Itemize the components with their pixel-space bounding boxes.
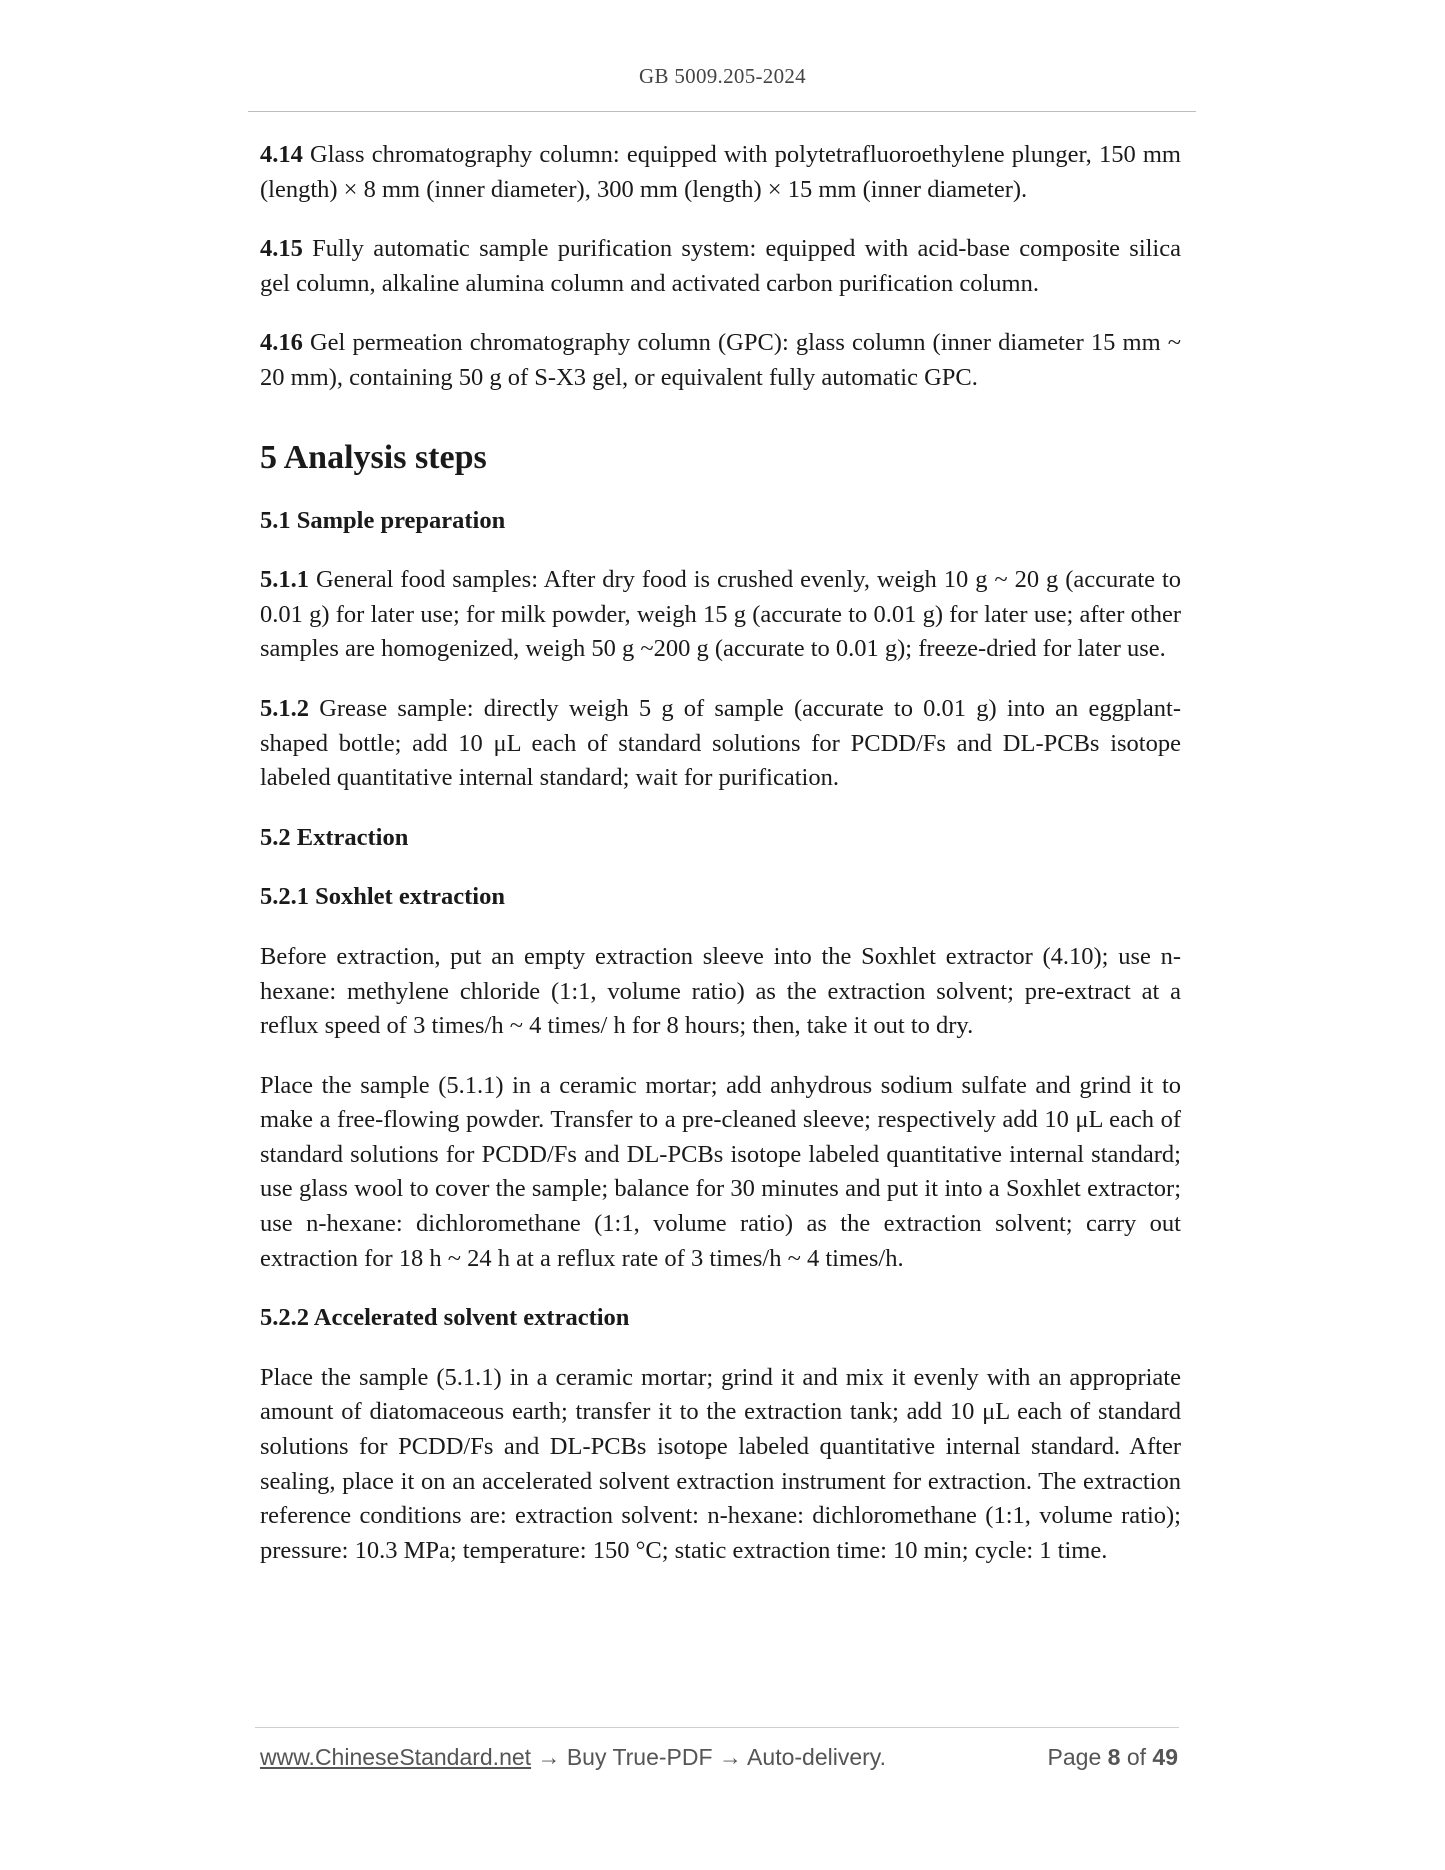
clause-number: 4.14 xyxy=(260,141,303,168)
clause-4-14 xyxy=(260,138,1181,207)
page-total: 49 xyxy=(1152,1744,1178,1770)
section-5-1-heading: 5.1 Sample preparation xyxy=(260,506,506,534)
clause-number: 5.1.2 xyxy=(260,694,309,722)
section-5-heading: 5 Analysis steps xyxy=(260,438,487,476)
clause-5-1-1 xyxy=(260,563,1181,667)
clause-text: Glass chromatography column: equipped with polytetrafluoroethylene plunger, 150 mm (length) × 8 mm (inner diameter), 300 mm (length) × 15 mm (inner diameter). xyxy=(260,141,1181,203)
clause-text: Gel permeation chromatography column (GPC): glass column (inner diameter 15 mm ~ 20 mm), containing 50 g of S-X3 gel, or equivalent fully automatic GPC. xyxy=(260,329,1181,391)
footer-divider xyxy=(255,1727,1179,1728)
clause-number: 4.15 xyxy=(260,235,303,263)
clause-5-1-2 xyxy=(260,692,1181,796)
clause-number: 5.1.1 xyxy=(260,566,309,594)
clause-text: General food samples: After dry food is crushed evenly, weigh 10 g ~ 20 g (accurate to 0.01 g) for later use; for milk powder, weigh 15 g (accurate to 0.01 g) for later use; after other samples are homogenized, weigh 50 g ~200 g (accurate to 0.01 g); freeze-dried for later use. xyxy=(260,566,1181,663)
section-5-2-1-heading: 5.2.1 Soxhlet extraction xyxy=(260,883,505,911)
clause-4-15 xyxy=(260,232,1181,301)
header-divider xyxy=(248,111,1196,112)
clause-number: 4.16 xyxy=(260,329,303,357)
clause-4-16 xyxy=(260,326,1181,395)
page-indicator xyxy=(1048,1744,1178,1771)
clause-text: Grease sample: directly weigh 5 g of sample (accurate to 0.01 g) into an eggplant-shaped bottle; add 10 μL each of standard solutions for PCDD/Fs and DL-PCBs isotope labeled quantitative internal standard; wait for purification. xyxy=(260,694,1181,792)
page-header: GB 5009.205-2024 xyxy=(639,64,806,88)
clause-text: Fully automatic sample purification system: equipped with acid-base composite silica gel column, alkaline alumina column and activated carbon purification column. xyxy=(260,235,1181,297)
footer-promo xyxy=(260,1744,886,1771)
soxhlet-paragraph-1: Before extraction, put an empty extraction sleeve into the Soxhlet extractor (4.10); use n-hexane: methylene chloride (1:1, volume ratio) as the extraction solvent; pre-extract at a reflux speed of 3 times/h ~ 4 times/ h for 8 hours; then, take it out to dry. xyxy=(260,942,1181,1040)
page-word: Page xyxy=(1047,1744,1108,1770)
page-current: 8 xyxy=(1107,1744,1121,1770)
site-link[interactable]: www.ChineseStandard.net xyxy=(260,1744,532,1770)
section-5-2-2-heading: 5.2.2 Accelerated solvent extraction xyxy=(260,1304,630,1332)
footer-tagline: → Buy True-PDF → Auto-delivery. xyxy=(531,1744,886,1770)
section-5-2-heading: 5.2 Extraction xyxy=(260,823,409,851)
soxhlet-paragraph-2: Place the sample (5.1.1) in a ceramic mortar; add anhydrous sodium sulfate and grind it to make a free-flowing powder. Transfer to a pre-cleaned sleeve; respectively add 10 μL each of standard solutions for PCDD/Fs and DL-PCBs isotope labeled quantitative internal standard; use glass wool to cover the sample; balance for 30 minutes and put it into a Soxhlet extractor; use n-hexane: dichloromethane (1:1, volume ratio) as the extraction solvent; carry out extraction for 18 h ~ 24 h at a reflux rate of 3 times/h ~ 4 times/h. xyxy=(260,1071,1181,1272)
page-of: of xyxy=(1120,1744,1153,1770)
document-body xyxy=(260,138,1181,1593)
ase-paragraph-1: Place the sample (5.1.1) in a ceramic mortar; grind it and mix it evenly with an appropriate amount of diatomaceous earth; transfer it to the extraction tank; add 10 μL each of standard solutions for PCDD/Fs and DL-PCBs isotope labeled quantitative internal standard. After sealing, place it on an accelerated solvent extraction instrument for extraction. The extraction reference conditions are: extraction solvent: n-hexane: dichloromethane (1:1, volume ratio); pressure: 10.3 MPa; temperature: 150 °C; static extraction time: 10 min; cycle: 1 time. xyxy=(260,1363,1181,1564)
